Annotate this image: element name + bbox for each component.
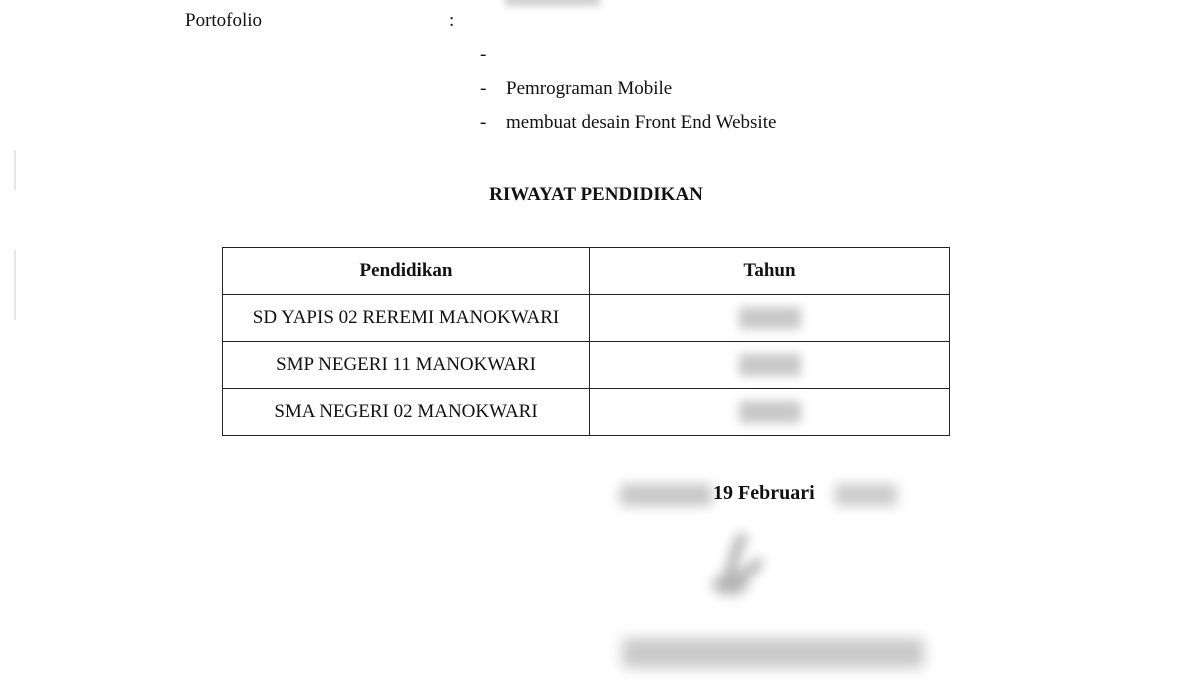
table-row bbox=[223, 295, 950, 342]
scan-artifact bbox=[14, 250, 16, 320]
year-cell bbox=[590, 342, 950, 389]
education-table bbox=[222, 247, 950, 436]
redacted-year bbox=[739, 307, 801, 329]
portfolio-item bbox=[480, 112, 776, 146]
year-cell bbox=[590, 389, 950, 436]
table-row bbox=[223, 389, 950, 436]
year-cell bbox=[590, 295, 950, 342]
signature-date-line bbox=[610, 480, 910, 510]
portfolio-item-text: membuat desain Front End Website bbox=[506, 112, 777, 133]
portfolio-item-text: Pemrograman Mobile bbox=[506, 78, 673, 99]
portfolio-item bbox=[480, 44, 776, 78]
portfolio-item bbox=[480, 78, 776, 112]
redacted-text bbox=[505, 0, 600, 6]
school-cell: SMA NEGERI 02 MANOKWARI bbox=[223, 389, 590, 436]
redacted-city bbox=[620, 484, 712, 506]
school-cell: SMP NEGERI 11 MANOKWARI bbox=[223, 342, 590, 389]
school-cell: SD YAPIS 02 REREMI MANOKWARI bbox=[223, 295, 590, 342]
redacted-year bbox=[739, 354, 801, 376]
table-header-row bbox=[223, 248, 950, 295]
redacted-year bbox=[835, 484, 897, 506]
redacted-name bbox=[622, 638, 924, 668]
bullet-dash: - bbox=[480, 112, 487, 133]
bullet-dash: - bbox=[480, 44, 487, 65]
section-title bbox=[0, 184, 1200, 206]
table-row bbox=[223, 342, 950, 389]
portfolio-colon: : bbox=[449, 10, 455, 31]
column-header-year: Tahun bbox=[590, 248, 950, 295]
education-title: RIWAYAT PENDIDIKAN bbox=[489, 184, 703, 205]
signature-image bbox=[700, 530, 780, 610]
column-header-education: Pendidikan bbox=[223, 248, 590, 295]
portfolio-list bbox=[480, 44, 776, 146]
signature-date: 19 Februari bbox=[713, 482, 815, 504]
redacted-year bbox=[739, 401, 801, 423]
portfolio-label: Portofolio bbox=[185, 10, 263, 31]
bullet-dash: - bbox=[480, 78, 487, 99]
